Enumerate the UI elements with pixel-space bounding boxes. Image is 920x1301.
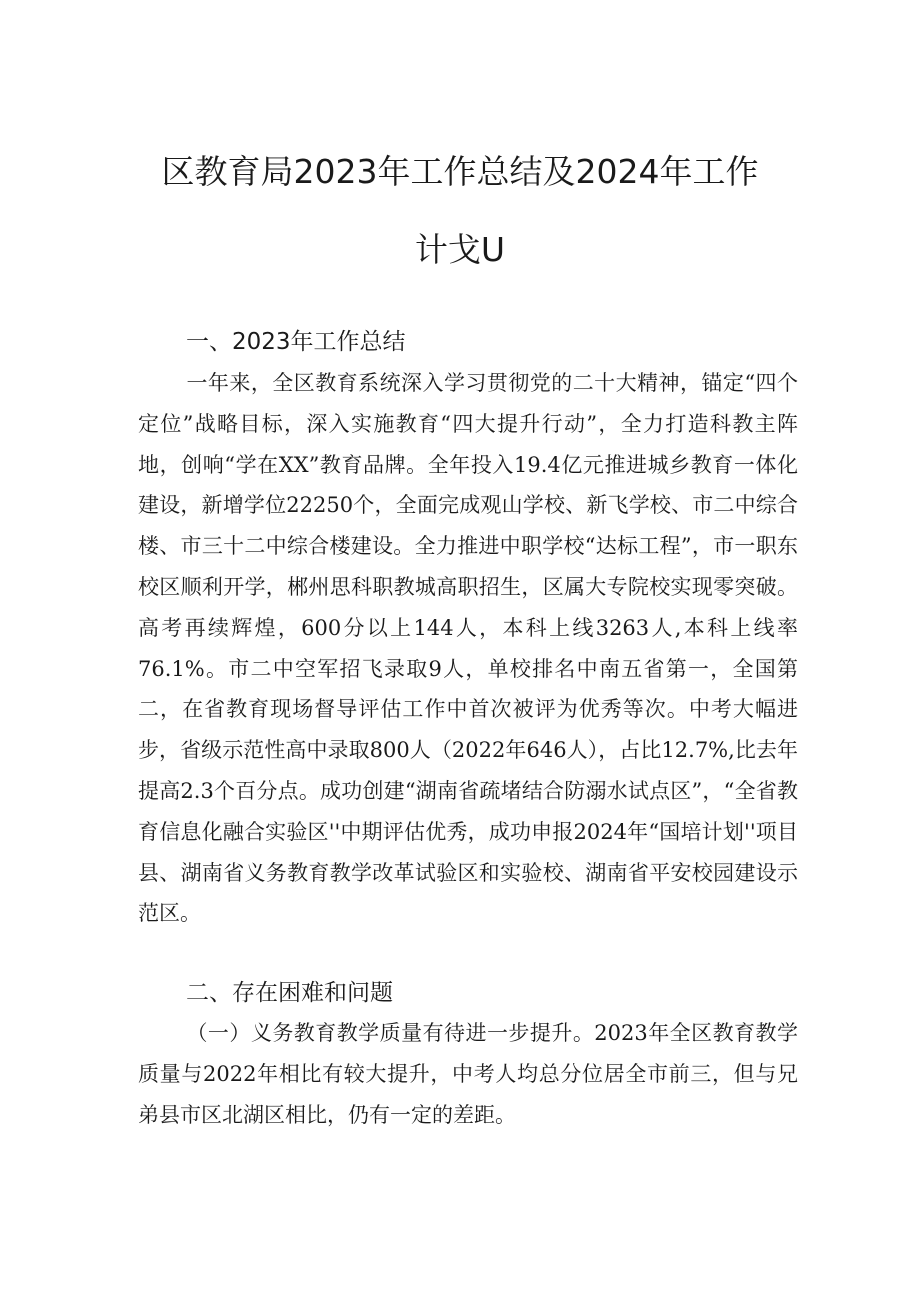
- section-1-heading: 一、2023年工作总结: [186, 329, 406, 355]
- section-2-paragraph: [138, 1013, 798, 1135]
- section-2-paragraph-text: （一）义务教育教学质量有待进一步提升。2023年全区教育教学质量与2022年相比有较大提升，中考人均总分位居全市前三，但与兄弟县市区北湖区相比，仍有一定的差距。: [138, 1021, 798, 1127]
- section-2-heading: 二、存在困难和问题: [186, 980, 393, 1006]
- section-1-paragraph: [138, 363, 798, 934]
- document-title-line-1: 区教育局2023年工作总结及2024年工作: [161, 152, 759, 191]
- document-title-line-2: 计戈U: [414, 230, 506, 269]
- section-1-paragraph-text: 一年来，全区教育系统深入学习贯彻党的二十大精神，锚定“四个定位”战略目标，深入实施教育“四大提升行动”，全力打造科教主阵地，创响“学在XX”教育品牌。全年投入19.4亿元推进城乡教育一体化建设，新增学位22250个，全面完成观山学校、新飞学校、市二中综合楼、市三十二中综合楼建设。全力推进中职学校“达标工程”，市一职东校区顺利开学，郴州思科职教城高职招生，区属大专院校实现零突破。高考再续辉煌，600分以上144人，本科上线3263人,本科上线率76.1%。市二中空军招飞录取9人，单校排名中南五省第一，全国第二，在省教育现场督导评估工作中首次被评为优秀等次。中考大幅进步，省级示范性高中录取800人（2022年646人），占比12.7%,比去年提高2.3个百分点。成功创建“湖南省疏堵结合防溺水试点区”，“全省教育信息化融合实验区''中期评估优秀，成功申报2024年“国培计划''项目县、湖南省义务教育教学改革试验区和实验校、湖南省平安校园建设示范区。: [138, 371, 798, 926]
